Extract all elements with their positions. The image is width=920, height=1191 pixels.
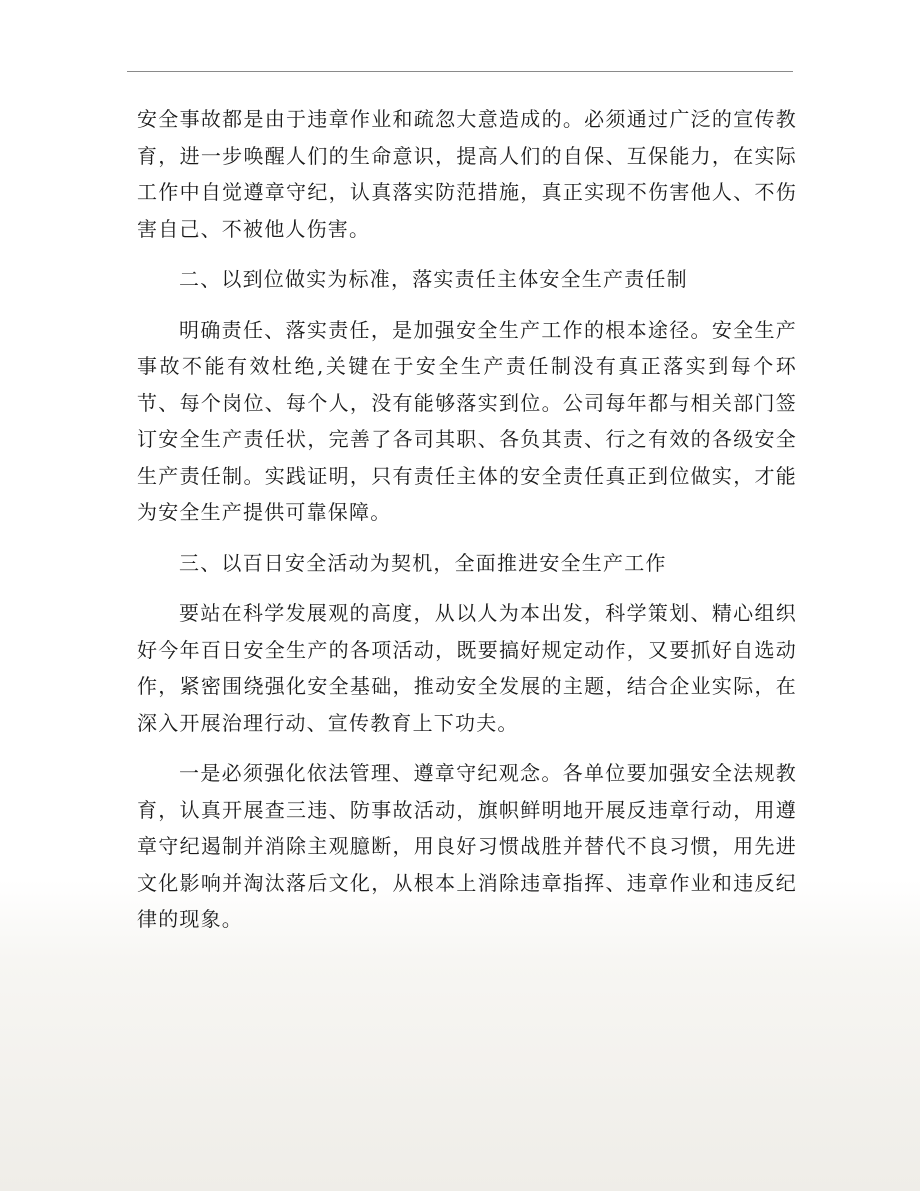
section-heading-2: 二、以到位做实为标准，落实责任主体安全生产责任制 bbox=[179, 267, 688, 291]
header-rule bbox=[127, 71, 793, 72]
section-heading-3: 三、以百日安全活动为契机，全面推进安全生产工作 bbox=[179, 550, 667, 575]
paragraph-1: 安全事故都是由于违章作业和疏忽大意造成的。必须通过广泛的宣传教育，进一步唤醒人们的生命意识，提高人们的自保、互保能力，在实际工作中自觉遵章守纪，认真落实防范措施，真正实现不伤害他人、不伤害自己、不被他人伤害。 bbox=[137, 107, 797, 241]
paragraph-3: 要站在科学发展观的高度，从以人为本出发，科学策划、精心组织好今年百日安全生产的各项活动，既要搞好规定动作，又要抓好自选动作，紧密围绕强化安全基础，推动安全发展的主题，结合企业实际，在深入开展治理行动、宣传教育上下功夫。 bbox=[137, 601, 797, 735]
paragraph-2: 明确责任、落实责任，是加强安全生产工作的根本途径。安全生产事故不能有效杜绝,关键在于安全生产责任制没有真正落实到每个环节、每个岗位、每个人，没有能够落实到位。公司每年都与相关部门签订安全生产责任状，完善了各司其职、各负其责、行之有效的各级安全生产责任制。实践证明，只有责任主体的安全责任真正到位做实，才能为安全生产提供可靠保障。 bbox=[137, 317, 797, 524]
paragraph-4: 一是必须强化依法管理、遵章守纪观念。各单位要加强安全法规教育，认真开展查三违、防事故活动，旗帜鲜明地开展反违章行动，用遵章守纪遏制并消除主观臆断，用良好习惯战胜并替代不良习惯，用先进文化影响并淘汰落后文化，从根本上消除违章指挥、违章作业和违反纪律的现象。 bbox=[137, 761, 797, 931]
document-body bbox=[137, 101, 797, 952]
